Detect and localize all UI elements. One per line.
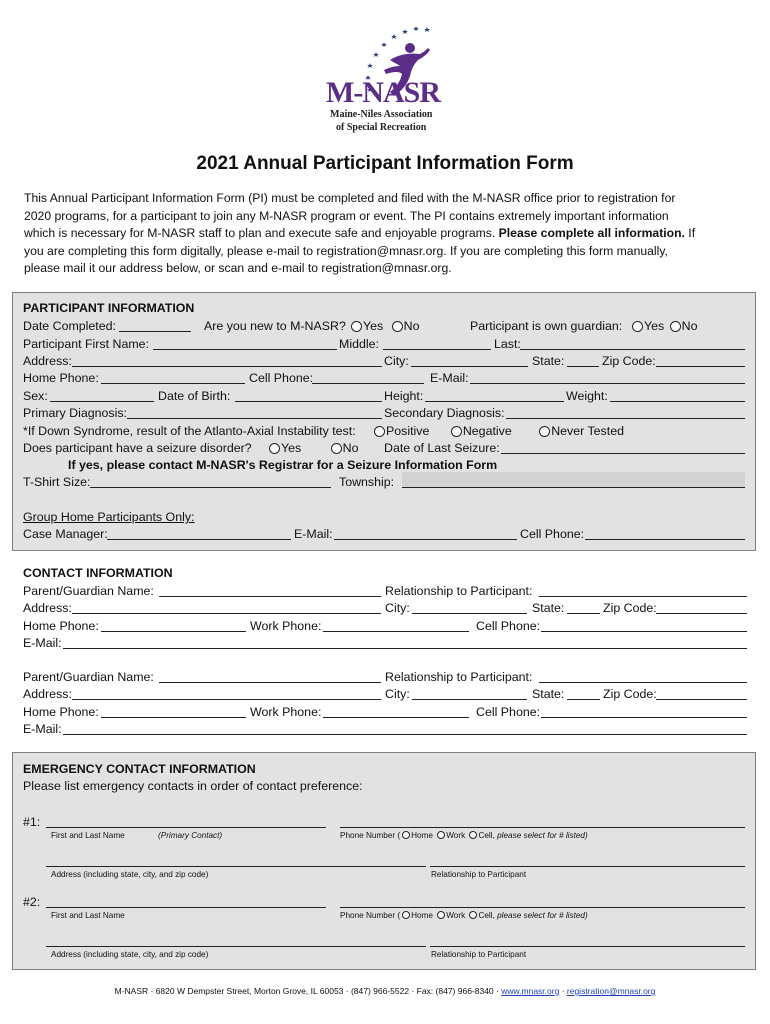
yes-label: Yes (644, 319, 665, 333)
no-label: No (403, 319, 420, 333)
never-tested-label: Never Tested (551, 424, 624, 438)
seizure-label: Does participant have a seizure disorder? (23, 441, 252, 455)
intro-line: you are completing this form digitally, please e-mail to registration@mnasr.org. If you are completing this form manually, (24, 243, 668, 258)
contact-cell-phone-label: Cell Phone: (476, 619, 541, 633)
contact-cell-phone-label: Cell Phone: (476, 705, 541, 719)
select-note: please select for # listed) (497, 831, 588, 840)
parent-name-field[interactable] (159, 596, 381, 597)
emergency-heading: EMERGENCY CONTACT INFORMATION (23, 762, 256, 776)
parent-name-field[interactable] (159, 682, 381, 683)
last-seizure-label: Date of Last Seizure: (384, 441, 500, 455)
work-label: Work (446, 831, 466, 840)
contact-email-field[interactable] (63, 734, 747, 735)
contact-home-phone-label: Home Phone: (23, 705, 99, 719)
no-label: No (342, 441, 359, 455)
relationship-label: Relationship to Participant: (385, 584, 533, 598)
contact-state-label: State: (532, 687, 565, 701)
seizure-radio-group (267, 441, 359, 456)
contact-city-field[interactable] (412, 699, 527, 700)
footer (0, 986, 770, 996)
secondary-diagnosis-label: Secondary Diagnosis: (384, 406, 505, 420)
intro-line (24, 225, 724, 243)
relationship-hint: Relationship to Participant (431, 870, 527, 879)
home-phone-radio[interactable] (402, 831, 410, 839)
primary-diagnosis-label: Primary Diagnosis: (23, 406, 127, 420)
own-guardian-label: Participant is own guardian: (470, 319, 623, 333)
cell-phone-radio[interactable] (469, 831, 477, 839)
page-title: 2021 Annual Participant Information Form (196, 153, 574, 174)
city-label: City: (384, 354, 409, 368)
address-hint: Address (including state, city, and zip code) (51, 950, 209, 959)
sex-label: Sex: (23, 389, 48, 403)
website-link[interactable]: www.mnasr.org (501, 986, 560, 996)
cell-phone-field[interactable] (312, 383, 424, 384)
email-link[interactable]: registration@mnasr.org (566, 986, 656, 996)
work-phone-radio[interactable] (437, 911, 445, 919)
negative-radio[interactable] (451, 426, 462, 437)
contact-home-phone-field[interactable] (101, 717, 246, 718)
primary-contact-hint: (Primary Contact) (158, 831, 223, 840)
relationship-hint: Relationship to Participant (431, 950, 527, 959)
seizure-no-radio[interactable] (331, 443, 342, 454)
intro-line: 2020 programs, for a participant to join any M-NASR program or event. The PI contains extremely important information (24, 208, 669, 223)
emergency-2-label: #2: (23, 895, 41, 909)
contact-zip-field[interactable] (656, 699, 747, 700)
phone-type-group (340, 831, 588, 841)
contact-state-field[interactable] (567, 699, 600, 700)
footer-separator: · (559, 986, 567, 996)
township-label: Township: (339, 475, 395, 489)
phone-number-hint: Phone Number ( (340, 911, 401, 920)
guardian-radio-group (630, 319, 698, 334)
contact-address-label: Address: (23, 601, 72, 615)
emergency-2-name-field[interactable] (46, 907, 326, 908)
contact-city-label: City: (385, 601, 410, 615)
never-tested-radio[interactable] (539, 426, 550, 437)
group-home-label: Group Home Participants Only: (23, 510, 195, 524)
logo (320, 22, 450, 134)
new-no-radio[interactable] (392, 321, 403, 332)
emergency-1-relationship-field[interactable] (430, 866, 745, 867)
emergency-1-label: #1: (23, 815, 41, 829)
emergency-1-phone-field[interactable] (340, 827, 745, 828)
email-field[interactable] (470, 383, 745, 384)
address-field[interactable] (72, 366, 382, 367)
weight-label: Weight: (566, 389, 608, 403)
contact-email-label: E-Mail: (23, 636, 62, 650)
seizure-yes-radio[interactable] (269, 443, 280, 454)
work-phone-radio[interactable] (437, 831, 445, 839)
contact-city-label: City: (385, 687, 410, 701)
contact-address-label: Address: (23, 687, 72, 701)
contact-email-field[interactable] (63, 648, 747, 649)
down-radio-group (372, 424, 624, 439)
tshirt-label: T-Shirt Size: (23, 475, 91, 489)
contact-state-label: State: (532, 601, 565, 615)
last-label: Last: (494, 337, 521, 351)
cell-label: Cell, (478, 831, 495, 840)
select-note: please select for # listed) (497, 911, 588, 920)
intro-line: This Annual Participant Information Form (PI) must be completed and filed with the M-NASR office prior to registration for (24, 191, 676, 205)
emergency-1-name-field[interactable] (46, 827, 326, 828)
cell-phone-label: Cell Phone: (249, 371, 314, 385)
first-name-field[interactable] (153, 349, 337, 350)
yes-label: Yes (281, 441, 302, 455)
middle-label: Middle: (339, 337, 379, 351)
middle-name-field[interactable] (383, 349, 491, 350)
gh-email-label: E-Mail: (294, 527, 333, 541)
city-field[interactable] (411, 366, 528, 367)
dob-label: Date of Birth: (158, 389, 231, 403)
new-yes-radio[interactable] (351, 321, 362, 332)
intro-paragraph (24, 190, 724, 278)
intro-line: please mail it our address below, or scan and e-mail to registration@mnasr.org. (24, 261, 452, 276)
contact-city-field[interactable] (412, 613, 527, 614)
primary-diagnosis-field[interactable] (127, 418, 382, 419)
gh-cell-label: Cell Phone: (520, 527, 585, 541)
contact-work-phone-field[interactable] (323, 631, 469, 632)
email-label: E-Mail: (430, 371, 469, 385)
contact-address-field[interactable] (72, 699, 381, 700)
weight-field[interactable] (610, 401, 745, 402)
no-label: No (681, 319, 698, 333)
state-label: State: (532, 354, 565, 368)
down-syndrome-label: *If Down Syndrome, result of the Atlanto-Axial Instability test: (23, 424, 356, 438)
gh-email-field[interactable] (334, 539, 517, 540)
relationship-field[interactable] (539, 596, 747, 597)
work-label: Work (446, 911, 466, 920)
address-hint: Address (including state, city, and zip code) (51, 870, 209, 879)
logo-wordmark: M-NASR (326, 76, 440, 109)
contact-home-phone-label: Home Phone: (23, 619, 99, 633)
case-manager-field[interactable] (107, 539, 291, 540)
home-phone-field[interactable] (101, 383, 245, 384)
guardian-yes-radio[interactable] (632, 321, 643, 332)
contact-state-field[interactable] (567, 613, 600, 614)
logo-line1: Maine-Niles Association (330, 109, 433, 120)
guardian-no-radio[interactable] (670, 321, 681, 332)
contact-work-phone-label: Work Phone: (250, 705, 322, 719)
contact-cell-phone-field[interactable] (541, 631, 747, 632)
date-completed-field[interactable] (119, 331, 191, 332)
case-manager-label: Case Manager: (23, 527, 108, 541)
home-label: Home (411, 831, 433, 840)
first-name-label: Participant First Name: (23, 337, 150, 351)
contact-zip-field[interactable] (656, 613, 747, 614)
last-name-field[interactable] (520, 349, 745, 350)
first-last-hint: First and Last Name (51, 911, 125, 920)
relationship-label: Relationship to Participant: (385, 670, 533, 684)
home-phone-radio[interactable] (402, 911, 410, 919)
contact-zip-label: Zip Code: (603, 687, 657, 701)
cell-phone-radio[interactable] (469, 911, 477, 919)
positive-radio[interactable] (374, 426, 385, 437)
state-field[interactable] (567, 366, 599, 367)
height-label: Height: (384, 389, 424, 403)
yes-label: Yes (363, 319, 384, 333)
parent-name-label: Parent/Guardian Name: (23, 584, 154, 598)
phone-number-hint: Phone Number ( (340, 831, 401, 840)
footer-address: M-NASR · 6820 W Dempster Street, Morton Grove, IL 60053 · (847) 966-5522 · Fax: (847) 966-8340 · (114, 986, 502, 996)
emergency-2-phone-field[interactable] (340, 907, 745, 908)
contact-work-phone-label: Work Phone: (250, 619, 322, 633)
dob-field[interactable] (235, 401, 382, 402)
cell-label: Cell, (478, 911, 495, 920)
contact-address-field[interactable] (72, 613, 381, 614)
home-label: Home (411, 911, 433, 920)
phone-type-group (340, 911, 588, 921)
relationship-field[interactable] (539, 682, 747, 683)
seizure-note: If yes, please contact M-NASR's Registrar for a Seizure Information Form (68, 458, 498, 472)
gh-cell-field[interactable] (585, 539, 745, 540)
emergency-2-relationship-field[interactable] (430, 946, 745, 947)
positive-label: Positive (386, 424, 430, 438)
emergency-instruction: Please list emergency contacts in order of contact preference: (23, 779, 363, 793)
intro-emphasis: Please complete all information. (498, 226, 685, 241)
negative-label: Negative (462, 424, 512, 438)
new-radio-group (349, 319, 420, 334)
contact-home-phone-field[interactable] (101, 631, 246, 632)
contact-work-phone-field[interactable] (323, 717, 469, 718)
last-seizure-field[interactable] (501, 453, 745, 454)
home-phone-label: Home Phone: (23, 371, 99, 385)
parent-name-label: Parent/Guardian Name: (23, 670, 154, 684)
zip-field[interactable] (656, 366, 745, 367)
sex-field[interactable] (50, 401, 154, 402)
contact-zip-label: Zip Code: (603, 601, 657, 615)
date-completed-label: Date Completed: (23, 319, 116, 333)
first-last-hint: First and Last Name (51, 831, 125, 840)
contact-email-label: E-Mail: (23, 722, 62, 736)
participant-heading: PARTICIPANT INFORMATION (23, 301, 195, 315)
emergency-2-address-field[interactable] (46, 946, 426, 947)
logo-line2: of Special Recreation (336, 122, 427, 133)
address-label: Address: (23, 354, 72, 368)
contact-heading: CONTACT INFORMATION (23, 566, 173, 580)
intro-text: which is necessary for M-NASR staff to plan and execute safe and enjoyable programs. (24, 226, 499, 241)
secondary-diagnosis-field[interactable] (506, 418, 745, 419)
intro-text: If (684, 226, 696, 241)
emergency-1-address-field[interactable] (46, 866, 426, 867)
township-field[interactable] (402, 487, 745, 488)
contact-cell-phone-field[interactable] (541, 717, 747, 718)
zip-label: Zip Code: (602, 354, 656, 368)
township-fill (402, 472, 745, 488)
height-field[interactable] (425, 401, 564, 402)
tshirt-field[interactable] (90, 487, 331, 488)
new-to-mnasr-label: Are you new to M-NASR? (204, 319, 346, 333)
